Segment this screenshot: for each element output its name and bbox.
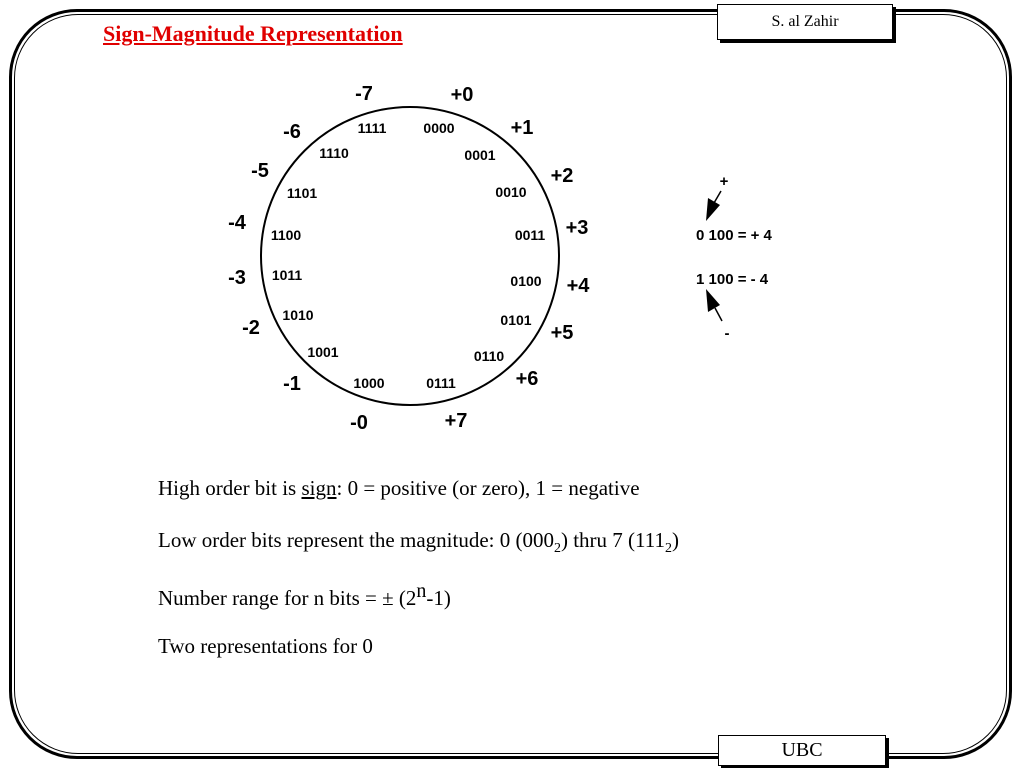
wheel-decimal-6: +6 bbox=[515, 368, 539, 390]
wheel-decimal-12: -4 bbox=[228, 212, 246, 234]
wheel-binary-2: 0010 bbox=[495, 184, 527, 200]
wheel-decimal-14: -6 bbox=[283, 121, 301, 143]
wheel-binary-12: 1100 bbox=[270, 227, 302, 243]
note-number-range: Number range for n bits = ± $(2^n-1)$ bbox=[158, 580, 451, 610]
wheel-binary-15: 1111 bbox=[357, 120, 387, 136]
wheel-decimal-8: -0 bbox=[350, 412, 368, 434]
wheel-binary-10: 1010 bbox=[282, 307, 314, 323]
wheel-decimal-10: -2 bbox=[242, 317, 260, 339]
note-sign-bit: High order bit is sign: 0 = positive (or zero), 1 = negative bbox=[158, 476, 640, 500]
wheel-decimal-9: -1 bbox=[283, 373, 301, 395]
wheel-decimal-5: +5 bbox=[550, 322, 574, 344]
wheel-binary-14: 1110 bbox=[319, 145, 349, 161]
author-box: S. al Zahir bbox=[717, 4, 893, 40]
wheel-binary-9: 1001 bbox=[307, 344, 339, 360]
plus-sign-label: + bbox=[719, 173, 729, 190]
wheel-binary-0: 0000 bbox=[423, 120, 455, 136]
wheel-binary-4: 0100 bbox=[510, 273, 542, 289]
footer-box: UBC bbox=[718, 735, 886, 766]
wheel-binary-6: 0110 bbox=[473, 348, 505, 364]
example-line-negative: 1 100 = - 4 bbox=[696, 271, 769, 288]
wheel-binary-1: 0001 bbox=[464, 147, 496, 163]
wheel-binary-5: 0101 bbox=[500, 312, 532, 328]
wheel-decimal-15: -7 bbox=[355, 83, 373, 105]
wheel-decimal-0: +0 bbox=[450, 84, 474, 106]
wheel-binary-13: 1101 bbox=[286, 185, 318, 201]
wheel-decimal-13: -5 bbox=[251, 160, 269, 182]
note-magnitude: Low order bits represent the magnitude: 0 $(000_2)$ thru 7 $(111_2)$ bbox=[158, 528, 679, 557]
minus-sign-label: - bbox=[724, 325, 730, 342]
wheel-decimal-2: +2 bbox=[550, 165, 574, 187]
note-two-zeros: Two representations for 0 bbox=[158, 634, 373, 658]
wheel-binary-8: 1000 bbox=[353, 375, 385, 391]
wheel-decimal-7: +7 bbox=[444, 410, 468, 432]
wheel-decimal-1: +1 bbox=[510, 117, 534, 139]
wheel-binary-7: 0111 bbox=[426, 375, 456, 391]
minus-arrow-shaft bbox=[715, 308, 722, 321]
number-wheel-circle bbox=[261, 107, 559, 405]
plus-arrow-head-icon bbox=[706, 198, 720, 221]
wheel-decimal-11: -3 bbox=[228, 267, 246, 289]
slide-title: Sign-Magnitude Representation bbox=[103, 21, 403, 46]
wheel-decimal-4: +4 bbox=[566, 275, 590, 297]
wheel-decimal-3: +3 bbox=[565, 217, 589, 239]
plus-arrow-shaft bbox=[714, 191, 721, 203]
wheel-binary-11: 1011 bbox=[271, 267, 303, 283]
example-line-positive: 0 100 = + 4 bbox=[696, 227, 772, 244]
wheel-binary-3: 0011 bbox=[514, 227, 546, 243]
minus-arrow-head-icon bbox=[706, 289, 720, 312]
